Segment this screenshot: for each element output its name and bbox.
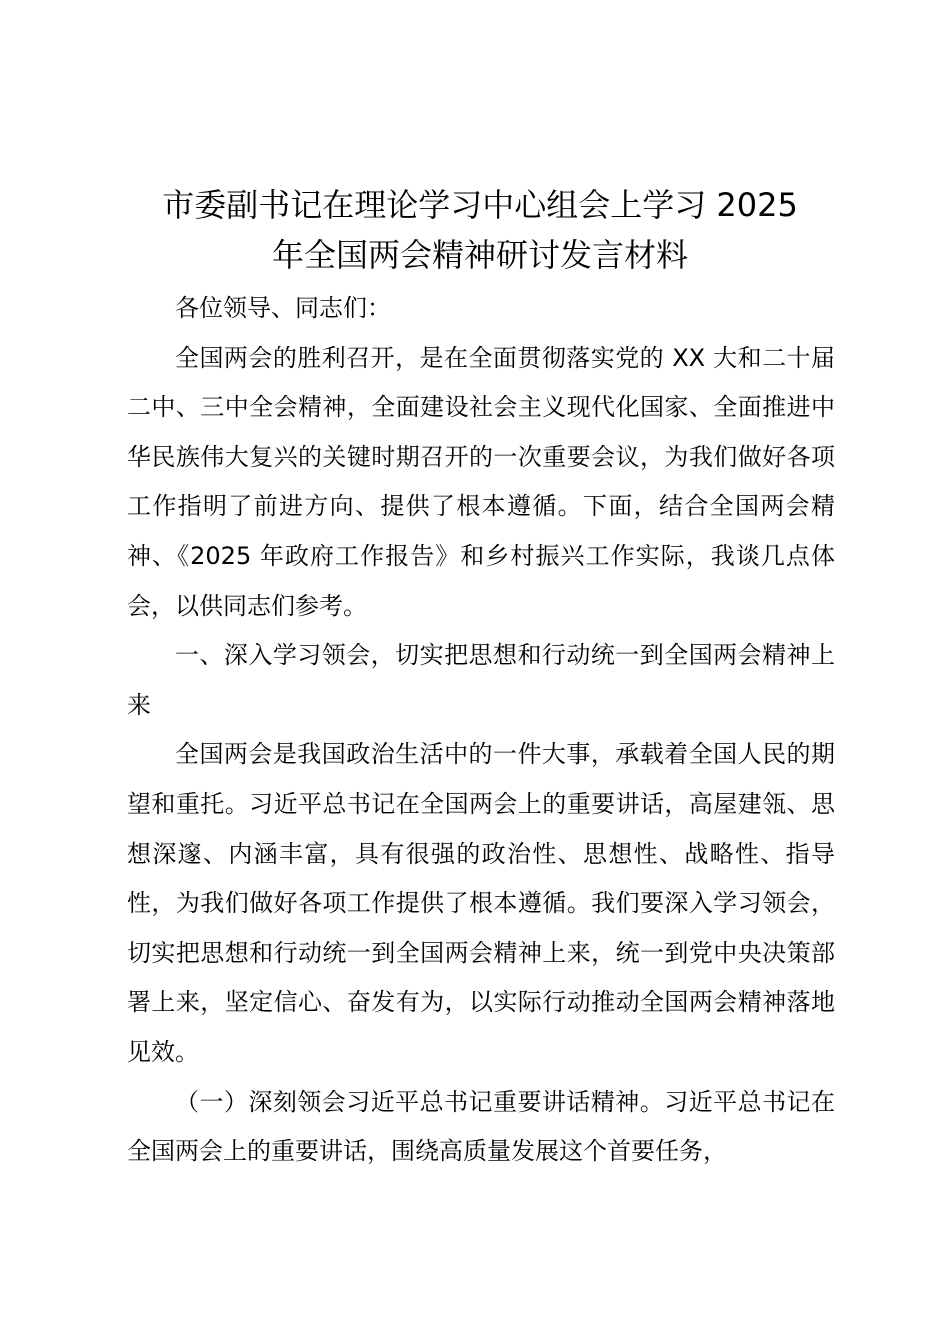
title-line-2: 年全国两会精神研讨发言材料 <box>271 236 688 274</box>
section-heading-1: 一、深入学习领会，切实把思想和行动统一到全国两会精神上来 <box>127 641 835 719</box>
document-body <box>127 284 835 1177</box>
document-title <box>100 180 860 280</box>
title-line-1: 市委副书记在理论学习中心组会上学习 2025 <box>162 186 798 224</box>
subsection-paragraph-1: （一）深刻领会习近平总书记重要讲话精神。习近平总书记在全国两会上的重要讲话，围绕高质量发展这个首要任务， <box>127 1087 835 1166</box>
intro-paragraph: 全国两会的胜利召开，是在全面贯彻落实党的 XX 大和二十届二中、三中全会精神，全面建设社会主义现代化国家、全面推进中华民族伟大复兴的关键时期召开的一次重要会议，为我们做好各项工作指明了前进方向、提供了根本遵循。下面，结合全国两会精神、《2025 年政府工作报告》和乡村振兴工作实际，我谈几点体会，以供同志们参考。 <box>127 343 835 620</box>
salutation: 各位领导、同志们： <box>175 294 391 322</box>
body-paragraph: 全国两会是我国政治生活中的一件大事，承载着全国人民的期望和重托。习近平总书记在全国两会上的重要讲话，高屋建瓴、思想深邃、内涵丰富，具有很强的政治性、思想性、战略性、指导性，为我们做好各项工作提供了根本遵循。我们要深入学习领会，切实把思想和行动统一到全国两会精神上来，统一到党中央决策部署上来，坚定信心、奋发有为，以实际行动推动全国两会精神落地见效。 <box>127 740 835 1066</box>
